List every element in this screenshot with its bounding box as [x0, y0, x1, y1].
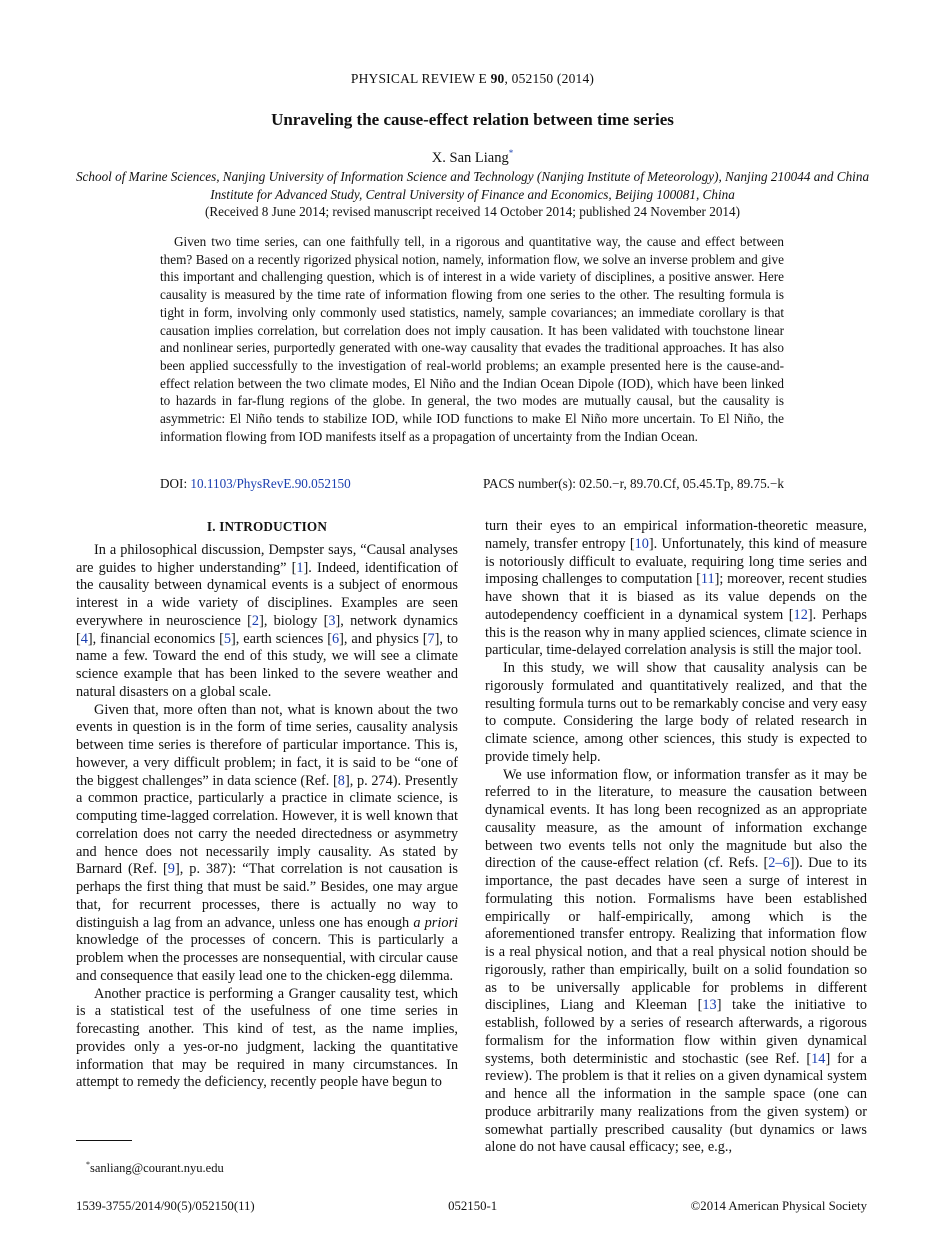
text-run: In a philosophical discussion, Dempster says, “Causal analyses are guides to higher understanding” [ — [76, 541, 458, 576]
text-run: ], network dynamics [ — [76, 612, 458, 647]
text-run: ] take the initiative to establish, followed by a series of research afterwards, a rigorous formalism for the information flow within given dynamical systems, both deterministic and stochastic (see Ref. [ — [485, 997, 867, 1067]
citation-link[interactable]: 1 — [296, 559, 304, 576]
text-run: ], to name a few. Toward the end of this study, we will see a climate science example that has been linked to the severe weather and natural disasters on a global scale. — [76, 630, 459, 700]
paper-title: Unraveling the cause-effect relation between time series — [271, 110, 674, 129]
running-head — [0, 71, 945, 87]
paragraph: Another practice is performing a Granger causality test, which is a statistical test of the usefulness of one time series in forecasting another. This kind of test, as the name implies, provides only a yes-or-no judgment, lacking the quantitative information that may be required in many circumstances. In attempt to remedy the deficiency, recently people have begun to — [76, 985, 458, 1091]
citation-link[interactable]: 10 — [634, 535, 649, 552]
text-run: ], p. 387): “That correlation is not causation is perhaps the first thing that must be said.” Besides, one may argue that, for recurrent processes, there is actually no way to distinguish a lag from an advance, unless one has enough — [76, 861, 458, 931]
citation-link[interactable]: 2 — [251, 612, 260, 629]
text-run: ]). Due to its importance, the past decades have seen a surge of interest in formulating this notion. Formalisms have been established empirically or half-empirically, among which is the aforementioned transfer entropy. Realizing that information flow is a real physical notion, and that a real physical notion should be rigorously, rather than empirically, built on a solid foundation so as to be universally applicable for problems in different disciplines, Liang and Kleeman [ — [485, 855, 867, 1014]
paragraph — [76, 702, 458, 986]
text-run: ], financial economics [ — [87, 630, 224, 647]
text-run: ]. Unfortunately, this kind of measure is notoriously difficult to evaluate, requiring long time series and imposing challenges to computation [ — [485, 535, 867, 588]
citation-link[interactable]: 3 — [328, 612, 336, 629]
copyright: ©2014 American Physical Society — [690, 1199, 867, 1213]
citation-link[interactable]: 11 — [700, 571, 715, 588]
citation-link[interactable]: 5 — [223, 630, 232, 647]
received-dates: (Received 8 June 2014; revised manuscript received 14 October 2014; published 24 November 2014) — [204, 204, 741, 219]
page-footer — [76, 1199, 867, 1214]
text-run: ], p. 274). Presently a common practice, particularly a practice in climate science, is computing time-lagged correlation. However, it is well known that correlation does not carry the needed directedness or asymmetry and hence does not necessarily imply causality. As stated by Barnard (Ref. [ — [76, 772, 458, 878]
left-column — [76, 518, 458, 1092]
footnote-mark: * — [86, 1160, 90, 1169]
author-footnote-mark[interactable]: * — [508, 148, 514, 158]
footnote — [86, 1160, 224, 1176]
doi-label: DOI: — [160, 476, 188, 491]
text-run: ], and physics [ — [339, 630, 428, 647]
journal-name: PHYSICAL REVIEW E — [350, 71, 488, 86]
text-run: knowledge of the processes of concern. This is particularly a problem when the processes are nonsequential, with circular cause and consequence that easily lead one to the chicken-egg dilemma. — [76, 932, 458, 984]
paragraph — [485, 518, 867, 660]
issn-code: 1539-3755/2014/90(5)/052150(11) — [76, 1199, 255, 1213]
affiliation: School of Marine Sciences, Nanjing University of Information Science and Technology (Nanjing Institute of Meteorology), Nanjing 210044 and China Institute for Advanced Study, Central University of Finance and Economics, Beijing 100081, China — [75, 169, 870, 202]
text-run: Given that, more often than not, what is known about the two events in question is in the form of time series, causality analysis between time series is therefore of particular importance. This is, however, a very difficult problem; in fact, it is said to be “one of the biggest challenges” in data science (Ref. [ — [76, 701, 458, 789]
paragraph: In this study, we will show that causality analysis can be rigorously formulated and quantitatively realized, and that the resulting formula turns out to be remarkably concise and very easy to compute. Considering the large body of related research in climate science, among other sciences, this study is expected to provide timely help. — [485, 660, 867, 765]
citation-link[interactable]: 6 — [332, 630, 340, 647]
text-run: ]. Perhaps this is the reason why in many applied sciences, climate science in particular, time-delayed correlation analysis is still the major tool. — [485, 606, 867, 659]
text-run: ]. Indeed, identification of the causality between dynamical events is a subject of enormous interest in a wide variety of disciplines. Examples are seen everywhere in neuroscience [ — [76, 559, 458, 629]
text-run: ], biology [ — [259, 612, 329, 629]
paragraph — [76, 542, 458, 702]
text-run: ] for a review). The problem is that it relies on a given dynamical system and hence all the information in the sample space (one can produce arbitrarily many realizations from the given system) or somewhat partially prescribed causality (but dynamics or laws alone do not have causal efficacy; see, e.g., — [485, 1050, 867, 1156]
doi-pacs-row — [160, 476, 784, 492]
citation-link[interactable]: 7 — [427, 630, 435, 647]
pacs-numbers: PACS number(s): 02.50.−r, 89.70.Cf, 05.45.Tp, 89.75.−k — [482, 476, 784, 491]
citation-link[interactable]: 8 — [337, 772, 345, 789]
author-line — [0, 148, 945, 167]
author-email[interactable]: sanliang@courant.nyu.edu — [90, 1161, 224, 1176]
section-heading: I. INTRODUCTION — [206, 519, 328, 534]
citation-link[interactable]: 2–6 — [768, 855, 790, 872]
doi — [160, 476, 351, 492]
author-name: X. San Liang — [431, 149, 509, 166]
page-number: 052150-1 — [448, 1199, 498, 1213]
article-info: , 052150 (2014) — [504, 71, 595, 86]
italic-term: a priori — [413, 914, 458, 931]
abstract: Given two time series, can one faithfully tell, in a rigorous and quantitative way, the cause and effect between them? Based on a recently rigorized physical notion, namely, information flow, we solve an inverse problem and give this important and challenging question, which is of interest in a wide variety of disciplines, a positive answer. Here causality is measured by the time rate of information flowing from one series to the other. The resulting formula is tight in form, involving only commonly used statistics, namely, sample covariances; an immediate corollary is that causation implies correlation, but correlation does not imply causation. It has been validated with touchstone linear and nonlinear series, purportedly generated with one-way causality that evades the traditional approaches. It has also been applied successfully to the investigation of real-world problems; an example presented here is the cause-and-effect relation between the two climate modes, El Niño and the Indian Ocean Dipole (IOD), which have been linked to hazards in far-flung regions of the globe. In general, the two modes are mutually causal, but the causality is asymmetric: El Niño tends to stabilize IOD, while IOD functions to make El Niño more uncertain. To El Niño, the information flowing from IOD manifests itself as a propagation of uncertainty from the Indian Ocean. — [160, 234, 784, 444]
text-run: We use information flow, or information transfer as it may be referred to in the literature, to measure the causation between dynamical events. It has long been recognized as an appropriate causality measure, as the amount of information exchange between two events tells not only the magnitude but also the direction of the cause-effect relation (cf. Refs. [ — [485, 766, 867, 872]
citation-link[interactable]: 9 — [167, 861, 175, 878]
citation-link[interactable]: 4 — [80, 630, 88, 647]
text-run: turn their eyes to an empirical information-theoretic measure, namely, transfer entropy [ — [485, 518, 867, 552]
citation-link[interactable]: 14 — [811, 1050, 826, 1067]
text-run: ], earth sciences [ — [231, 630, 333, 647]
citation-link[interactable]: 13 — [702, 997, 717, 1014]
citation-link[interactable]: 12 — [793, 606, 808, 623]
right-column — [485, 518, 867, 1157]
journal-volume: 90 — [490, 71, 505, 86]
footnote-divider — [76, 1140, 132, 1141]
paragraph — [485, 767, 867, 1158]
doi-link[interactable]: 10.1103/PhysRevE.90.052150 — [190, 476, 351, 491]
text-run: ]; moreover, recent studies have shown that it is biased as its value depends on the autodependency coefficient in a dynamical system [ — [485, 571, 867, 623]
